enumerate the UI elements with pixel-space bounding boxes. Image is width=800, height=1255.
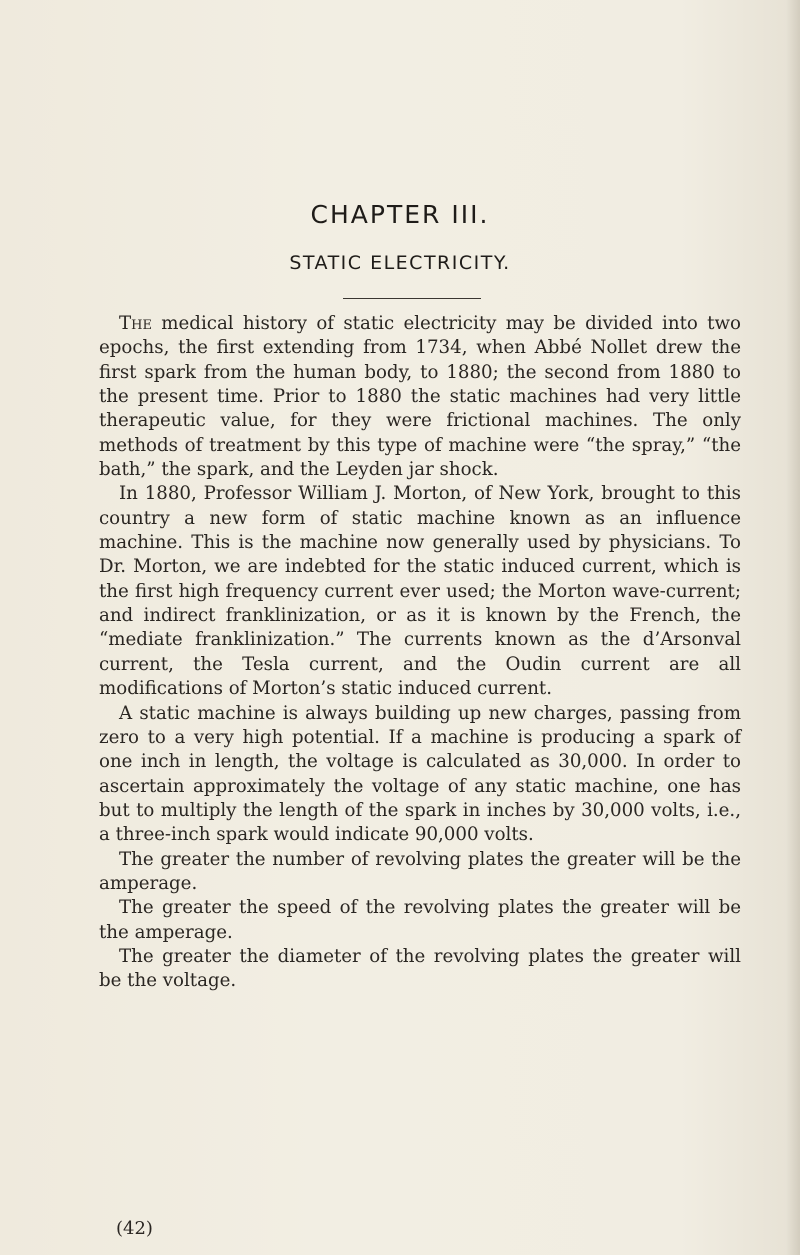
paragraph-lead-word: The: [119, 313, 152, 334]
paragraph-1: [99, 312, 741, 482]
paragraph-text: medical history of static electricity may be divided into two epochs, the first extending from 1734, when Abbé Nollet drew the first spark from the human body, to 1880; the second from 1880 to the present time. Prior to 1880 the static machines had very little therapeutic value, for they were frictional machines. The only methods of treatment by this type of machine were “the spray,” “the bath,” the spark, and the Leyden jar shock.: [99, 313, 741, 481]
title-rule: [343, 298, 481, 299]
paragraph-2: In 1880, Professor William J. Morton, of New York, brought to this country a new form of static machine known as an influence machine. This is the machine now generally used by physicians. To Dr. Morton, we are indebted for the static induced current, which is the first high frequency current ever used; the Morton wave-current; and indirect franklinization, or as it is known by the French, the “mediate franklinization.” The currents known as the d’Arsonval current, the Tesla current, and the Oudin current are all modifications of Morton’s static induced current.: [99, 483, 741, 700]
chapter-heading: CHAPTER III.: [310, 200, 490, 229]
page-edge-shadow: [786, 0, 800, 1255]
chapter-body: [99, 312, 741, 994]
paragraph-4: The greater the number of revolving plates the greater will be the amperage.: [99, 848, 741, 894]
chapter-title: STATIC ELECTRICITY.: [289, 252, 511, 274]
paragraph-5: The greater the speed of the revolving plates the greater will be the amperage.: [99, 897, 741, 943]
paragraph-6: The greater the diameter of the revolving plates the greater will be the voltage.: [99, 945, 741, 992]
paragraph-3: A static machine is always building up new charges, passing from zero to a very high potential. If a machine is producing a spark of one inch in length, the voltage is calculated as 30,000. In order to ascertain approximately the voltage of any static machine, one has but to multiply the length of the spark in inches by 30,000 volts, i.e., a three-inch spark would indicate 90,000 volts.: [99, 702, 741, 846]
page-number: (42): [116, 1218, 153, 1239]
